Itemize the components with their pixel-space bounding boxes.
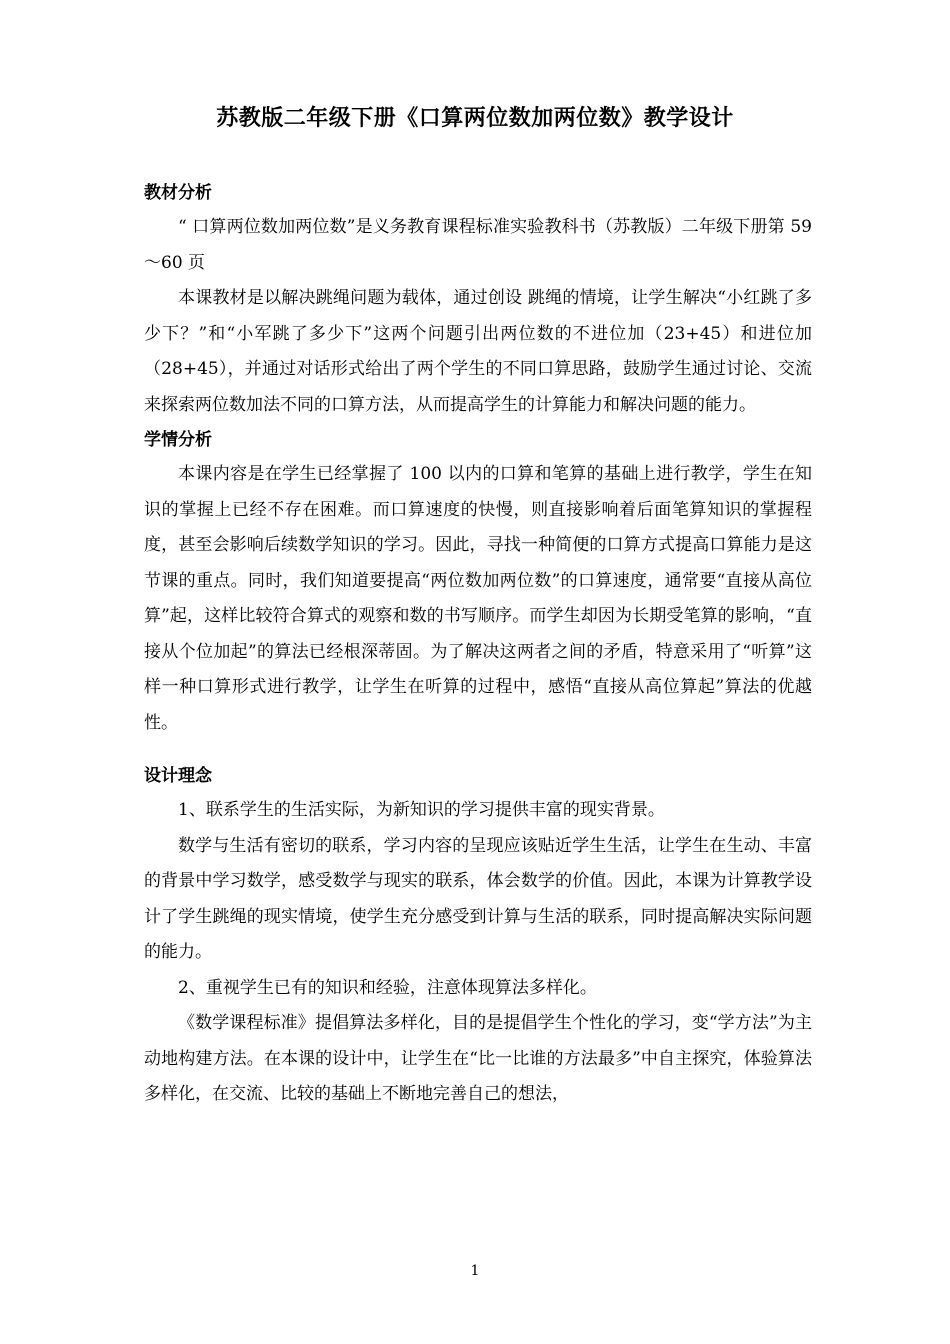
spacer xyxy=(144,741,812,759)
paragraph: “ 口算两位数加两位数”是义务教育课程标准实验教科书（苏教版）二年级下册第 59～60 页 xyxy=(144,217,812,273)
page-number: 1 xyxy=(470,1263,480,1279)
paragraph: 《数学课程标准》提倡算法多样化，目的是提倡学生个性化的学习，变“学方法”为主动地构建方法。在本课的设计中，让学生在“比一比谁的方法最多”中自主探究，体验算法多样化，在交流、比较的基础上不断地完善自己的想法， xyxy=(144,1013,812,1104)
paragraph: 本课教材是以解决跳绳问题为载体，通过创设 跳绳的情境，让学生解决“小红跳了多少下？”和“小军跳了多少下”这两个问题引出两位数的不进位加（23+45）和进位加（28+45），并通过对话形式给出了两个学生的不同口算思路，鼓励学生通过讨论、交流来探索两位数加法不同的口算方法，从而提高学生的计算能力和解决问题的能力。 xyxy=(144,288,812,415)
paragraph: 数学与生活有密切的联系，学习内容的呈现应该贴近学生生活，让学生在生动、丰富的背景中学习数学，感受数学与现实的联系，体会数学的价值。因此，本课为计算教学设计了学生跳绳的现实情境，使学生充分感受到计算与生活的联系，同时提高解决实际问题的能力。 xyxy=(144,835,812,962)
document-body xyxy=(144,176,812,1113)
section-heading: 学情分析 xyxy=(144,430,212,450)
paragraph: 1、联系学生的生活实际，为新知识的学习提供丰富的现实背景。 xyxy=(178,800,665,820)
section-heading: 设计理念 xyxy=(144,766,212,786)
document-title: 苏教版二年级下册《口算两位数加两位数》教学设计 xyxy=(216,106,734,131)
paragraph: 2、重视学生已有的知识和经验，注意体现算法多样化。 xyxy=(178,977,597,998)
section-heading: 教材分析 xyxy=(144,183,212,203)
paragraph: 本课内容是在学生已经掌握了 100 以内的口算和笔算的基础上进行教学，学生在知识的掌握上已经不存在困难。而口算速度的快慢，则直接影响着后面笔算知识的掌握程度，甚至会影响后续数学知识的学习。因此，寻找一种简便的口算方式提高口算能力是这节课的重点。同时，我们知道要提高“两位数加两位数”的口算速度，通常要“直接从高位算”起，这样比较符合算式的观察和数的书写顺序。而学生却因为长期受笔算的影响，“直接从个位加起”的算法已经根深蒂固。为了解决这两者之间的矛盾，特意采用了“听算”这样一种口算形式进行教学，让学生在听算的过程中，感悟“直接从高位算起”算法的优越性。 xyxy=(144,464,812,733)
